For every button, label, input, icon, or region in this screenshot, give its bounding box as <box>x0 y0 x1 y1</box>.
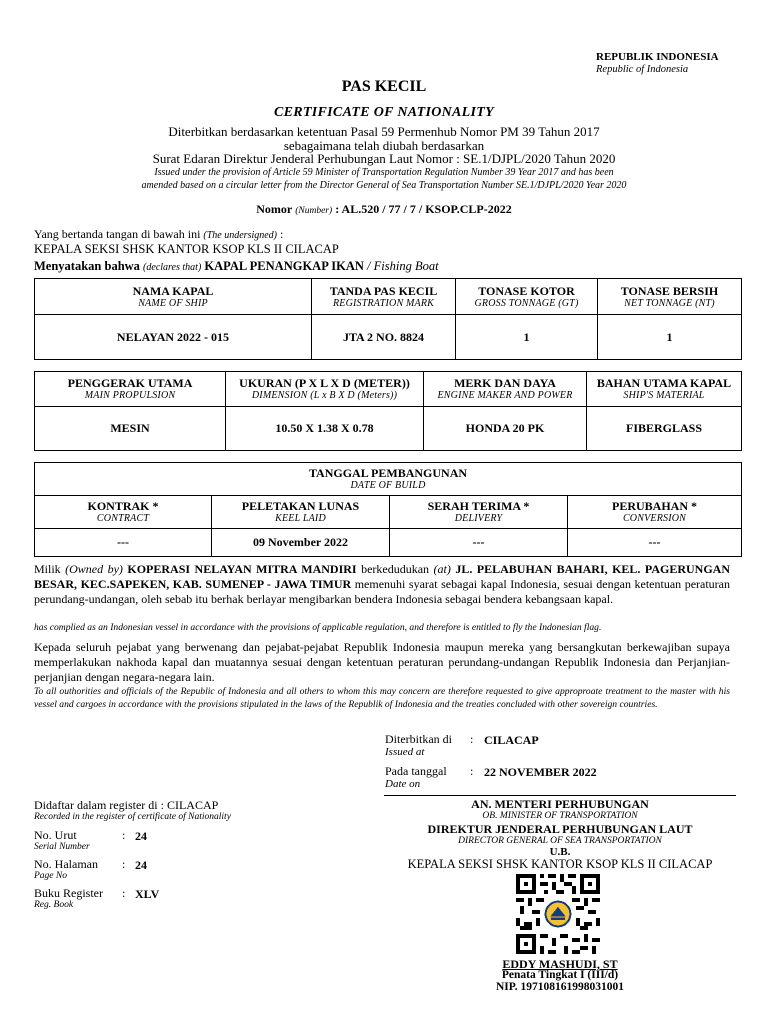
header-net-tonnage: TONASE BERSIH NET TONNAGE (NT) <box>598 279 742 315</box>
header-dimension: UKURAN (P X L X D (METER)) DIMENSION (L x B X D (Meters)) <box>226 372 424 407</box>
owner-address: JL. PELABUHAN BAHARI, KEL. PAGERUNGAN BESAR, KEC.SAPEKEN, KAB. SUMENEP - JAWA TIMUR <box>34 562 730 591</box>
issued-at-value: CILACAP <box>484 733 539 747</box>
nomor-label: Nomor <box>256 202 293 216</box>
owner-paragraph: Milik (Owned by) KOPERASI NELAYAN MITRA MANDIRI berkedudukan (at) JL. PELABUHAN BAHARI, KEL. PAGERUNGAN BESAR, KEC.SAPEKEN, KAB. SUMENEP - JAWA TIMUR memenuhi syarat sebagai kapal Indonesia, sesuai dengan ketentuan peraturan perundang-undangan, oleh sebab itu berhak berlayar mengibarkan bendera Indonesia sebagai bendera kebangsaan kapal. <box>34 562 731 606</box>
republic-id: REPUBLIK INDONESIA <box>596 51 719 63</box>
serial-number-label: No. Urut <box>34 828 77 842</box>
page-no-colon: : <box>122 857 126 871</box>
ship-identity-table <box>34 278 742 360</box>
delivery-value: --- <box>390 529 568 557</box>
propulsion-value: MESIN <box>35 407 226 451</box>
legal-basis-en-line1: Issued under the provision of Article 59 Minister of Transportation Regulation Number 39 Year 2017 and has been <box>154 167 614 178</box>
undersigned-label: Yang bertanda tangan di bawah ini (The undersigned) : <box>34 227 284 241</box>
issued-date-value: 22 NOVEMBER 2022 <box>484 765 597 779</box>
dimension-value: 10.50 X 1.38 X 0.78 <box>226 407 424 451</box>
issued-at-colon: : <box>470 732 474 746</box>
undersigned-en: (The undersigned) <box>203 230 278 241</box>
reg-book-label: Buku Register <box>34 886 103 900</box>
net-tonnage-value: 1 <box>598 315 742 360</box>
header-gross-tonnage: TONASE KOTOR GROSS TONNAGE (GT) <box>456 279 598 315</box>
ship-specs-table <box>34 371 742 451</box>
serial-number-colon: : <box>122 828 126 842</box>
signatory-an: AN. MENTERI PERHUBUNGAN <box>471 797 649 811</box>
gross-tonnage-value: 1 <box>456 315 598 360</box>
signatory-dirjen-en: DIRECTOR GENERAL OF SEA TRANSPORTATION <box>458 836 662 846</box>
signatory-name: EDDY MASHUDI, ST <box>502 957 618 971</box>
signatory-rank: Penata Tingkat I (III/d) <box>501 969 619 981</box>
declares-label: Menyatakan bahwa <box>34 259 140 273</box>
serial-number-value: 24 <box>135 829 147 843</box>
header-main-propulsion: PENGGERAK UTAMA MAIN PROPULSION <box>35 372 226 407</box>
page-no-value: 24 <box>135 858 147 872</box>
declaration-line <box>34 259 439 274</box>
republic-en: Republic of Indonesia <box>596 64 689 75</box>
reg-book-en: Reg. Book <box>34 900 74 910</box>
header-ship-name: NAMA KAPAL NAME OF SHIP <box>35 279 312 315</box>
request-paragraph: Kepada seluruh pejabat yang berwenang dan pejabat-pejabat Republik Indonesia maupun mereka yang bersangkutan berkewajiban supaya memperlakukan nakhoda kapal dan muatannya sesuai dengan ketentuan peraturan perundang-undangan Republik Indonesia dan Perjanjian-perjanjian dengan negara-negara lain. <box>34 640 730 684</box>
signature-divider <box>384 795 736 796</box>
signatory-office: KEPALA SEKSI SHSK KANTOR KSOP KLS II CILACAP <box>407 857 713 871</box>
issued-date-en: Date on <box>385 778 421 790</box>
build-date-title: TANGGAL PEMBANGUNAN DATE OF BUILD <box>35 463 742 496</box>
vessel-type: KAPAL PENANGKAP IKAN <box>204 259 364 273</box>
header-ship-material: BAHAN UTAMA KAPAL SHIP'S MATERIAL <box>587 372 742 407</box>
build-date-table <box>34 462 742 557</box>
certificate-number <box>0 202 768 217</box>
issued-date-label: Pada tanggal <box>385 764 447 778</box>
conversion-value: --- <box>568 529 742 557</box>
document-subtitle: CERTIFICATE OF NATIONALITY <box>274 105 494 120</box>
legal-basis-line2: sebagaimana telah diubah berdasarkan <box>283 138 485 153</box>
contract-value: --- <box>35 529 212 557</box>
signatory-ub: U.B. <box>549 846 571 858</box>
legal-basis-line3: Surat Edaran Direktur Jenderal Perhubungan Laut Nomor : SE.1/DJPL/2020 Tahun 2020 <box>152 151 616 166</box>
header-contract: KONTRAK * CONTRACT <box>35 496 212 529</box>
declares-en: (declares that) <box>143 262 202 273</box>
request-paragraph-en: To all outhorities and officials of the Republic of Indonesia and all others to whom this may concern are therefore requested to give approproate treatment to the master with his vessel and cargoes in accordance with the provisions stipulated in the laws of the Republik of Indonesia and the treaties concluded with other sovereign countries. <box>34 686 730 710</box>
document-title: PAS KECIL <box>341 78 427 95</box>
ship-name-value: NELAYAN 2022 - 015 <box>35 315 312 360</box>
issued-at-label: Diterbitkan di <box>385 732 452 746</box>
owner-paragraph-en: has complied as an Indonesian vessel in accordance with the provisions of applicable regulation, and therefore is entitled to fly the Indonesian flag. <box>34 622 602 633</box>
nomor-value: : AL.520 / 77 / 7 / KSOP.CLP-2022 <box>335 202 512 216</box>
header-engine: MERK DAN DAYA ENGINE MAKER AND POWER <box>424 372 587 407</box>
vessel-type-en: / Fishing Boat <box>363 259 439 273</box>
header-delivery: SERAH TERIMA * DELIVERY <box>390 496 568 529</box>
header-conversion: PERUBAHAN * CONVERSION <box>568 496 742 529</box>
header-keel-laid: PELETAKAN LUNAS KEEL LAID <box>212 496 390 529</box>
keel-laid-value: 09 November 2022 <box>212 529 390 557</box>
page-no-label: No. Halaman <box>34 857 98 871</box>
register-label-en: Recorded in the register of certificate of Nationality <box>34 812 231 822</box>
legal-basis-line1: Diterbitkan berdasarkan ketentuan Pasal 59 Permenhub Nomor PM 39 Tahun 2017 <box>168 124 600 139</box>
qr-code-icon <box>516 874 600 954</box>
signatory-dirjen: DIREKTUR JENDERAL PERHUBUNGAN LAUT <box>427 822 693 836</box>
registration-mark-value: JTA 2 NO. 8824 <box>312 315 456 360</box>
reg-book-colon: : <box>122 886 126 900</box>
header-registration-mark: TANDA PAS KECIL REGISTRATION MARK <box>312 279 456 315</box>
issued-at-en: Issued at <box>385 746 425 758</box>
reg-book-value: XLV <box>135 887 160 901</box>
legal-basis-en-line2: amended based on a circular letter from the Director General of Sea Transportation Number SE.1/DJPL/2020 Year 2020 <box>141 180 627 191</box>
issued-date-colon: : <box>470 764 474 778</box>
undersigned-name: KEPALA SEKSI SHSK KANTOR KSOP KLS II CILACAP <box>34 242 339 256</box>
serial-number-en: Serial Number <box>34 842 90 852</box>
register-label: Didaftar dalam register di : CILACAP <box>34 798 219 812</box>
signatory-an-en: OB. MINISTER OF TRANSPORTATION <box>482 811 638 821</box>
page-no-en: Page No <box>34 871 67 881</box>
material-value: FIBERGLASS <box>587 407 742 451</box>
nomor-en: (Number) <box>295 206 333 216</box>
signatory-nip: NIP. 197108161998031001 <box>496 981 624 993</box>
owner-name: KOPERASI NELAYAN MITRA MANDIRI <box>127 562 357 576</box>
engine-value: HONDA 20 PK <box>424 407 587 451</box>
